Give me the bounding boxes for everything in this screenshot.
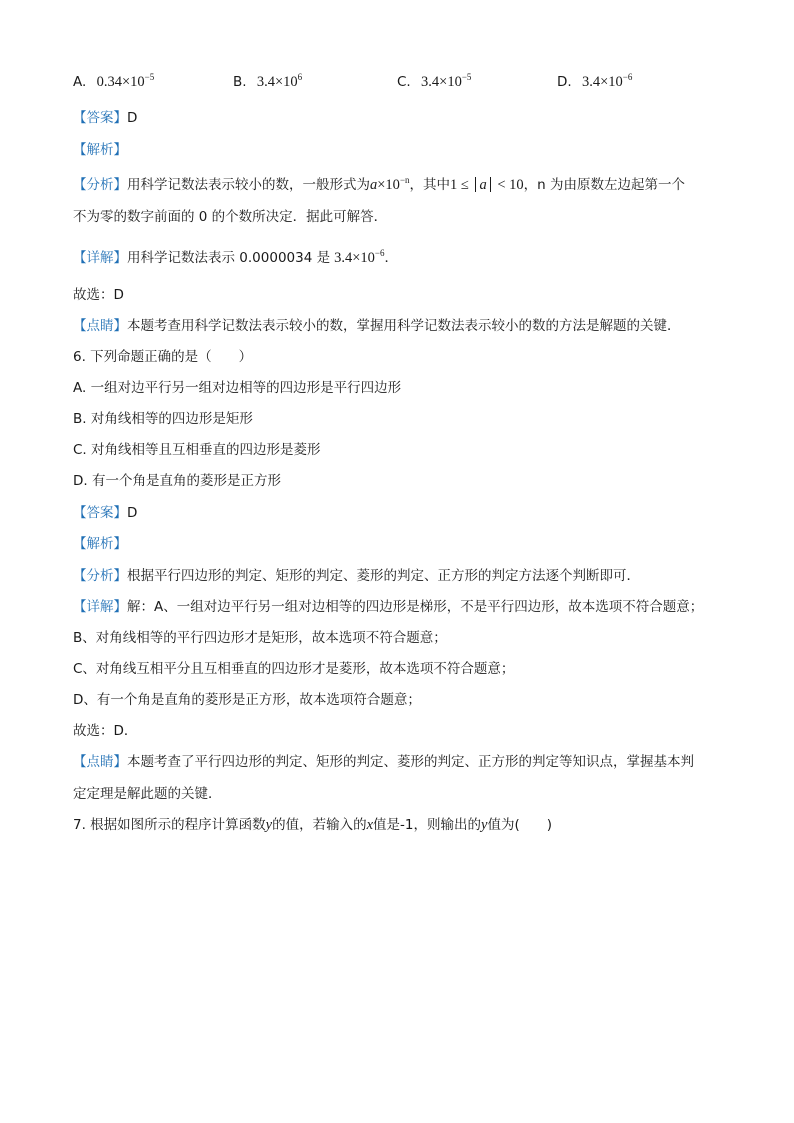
q6-guxuan: 故选：D． xyxy=(73,723,138,739)
q6-detail-c: C、对角线互相平分且互相垂直的四边形才是菱形，故本选项不符合题意； xyxy=(73,661,515,677)
q6-answer: 【答案】D xyxy=(73,505,138,521)
q5-guxuan: 故选：D xyxy=(73,287,124,303)
q6-dianjing-line2: 定定理是解此题的关键． xyxy=(73,786,222,802)
q5-option-c: C. $3.4\times 10^{-5}$ xyxy=(397,72,472,90)
q5-dianjing: 【点睛】本题考查用科学记数法表示较小的数，掌握用科学记数法表示较小的数的方法是解题的关键． xyxy=(73,318,681,334)
q6-xiangjie: 【详解】解：A、一组对边平行另一组对边相等的四边形是梯形，不是平行四边形，故本选项不符合题意； xyxy=(73,599,704,615)
q5-answer: 【答案】D xyxy=(73,110,138,126)
q6-option-a: A. 一组对边平行另一组对边相等的四边形是平行四边形 xyxy=(73,380,402,396)
q6-option-d: D. 有一个角是直角的菱形是正方形 xyxy=(73,473,281,489)
q6-dianjing: 【点睛】本题考查了平行四边形的判定、矩形的判定、菱形的判定、正方形的判定等知识点，掌握基本判 xyxy=(73,754,694,770)
q5-analysis-heading: 【解析】 xyxy=(73,142,127,158)
q7-question: 7. 根据如图所示的程序计算函数y的值，若输入的x值是-1，则输出的y值为( ) xyxy=(73,817,552,833)
q5-option-b: B. $3.4\times 10^6$ xyxy=(233,72,303,90)
q6-option-c: C. 对角线相等且互相垂直的四边形是菱形 xyxy=(73,442,321,458)
q6-detail-b: B、对角线相等的平行四边形才是矩形，故本选项不符合题意； xyxy=(73,630,447,646)
q6-question: 6. 下列命题正确的是（ ） xyxy=(73,349,253,365)
q6-analysis-heading: 【解析】 xyxy=(73,536,127,552)
q6-fenxi: 【分析】根据平行四边形的判定、矩形的判定、菱形的判定、正方形的判定方法逐个判断即可． xyxy=(73,568,640,584)
q5-fenxi-line2: 不为零的数字前面的 0 的个数所决定．据此可解答． xyxy=(73,209,388,225)
q5-option-a: A. $0.34\times 10^{-5}$ xyxy=(73,72,155,90)
q6-detail-d: D、有一个角是直角的菱形是正方形，故本选项符合题意； xyxy=(73,692,421,708)
q5-option-d: D. $3.4\times 10^{-6}$ xyxy=(557,72,633,90)
q5-xiangjie: 【详解】用科学记数法表示 0.0000034 是 $3.4\times 10^{-6}$． xyxy=(73,248,398,266)
q6-option-b: B. 对角线相等的四边形是矩形 xyxy=(73,411,253,427)
q5-fenxi: 【分析】用科学记数法表示较小的数，一般形式为$a\times 10^{-n}$，其中1 ≤ a < 10，n 为由原数左边起第一个 xyxy=(73,175,686,193)
